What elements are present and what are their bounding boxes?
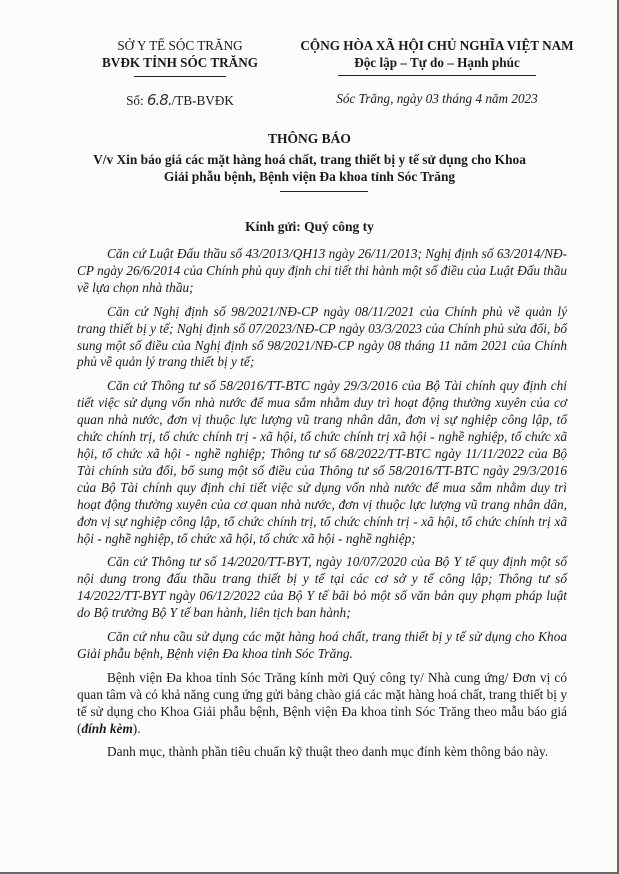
doc-number-suffix: /TB-BVĐK xyxy=(171,93,234,108)
national-header-block xyxy=(281,37,593,76)
place-and-date: Sóc Trăng, ngày 03 tháng 4 năm 2023 xyxy=(336,91,538,106)
legal-basis-paragraph: Căn cứ nhu cầu sử dụng các mặt hàng hoá chất, trang thiết bị y tế sử dụng cho Khoa Giải phẫu bệnh, Bệnh viện Đa khoa tỉnh Sóc Trăng. xyxy=(77,629,567,661)
document-body xyxy=(77,246,567,768)
legal-basis-paragraph: Căn cứ Luật Đấu thầu số 43/2013/QH13 ngày 26/11/2013; Nghị định số 63/2014/NĐ-CP ngày 26/6/2014 của Chính phủ quy định chi tiết thi hành một số điều của Luật Đấu thầu về lựa chọn nhà thầu; xyxy=(77,246,567,295)
document-number xyxy=(95,91,265,109)
recipient-line: Kính gửi: Quý công ty xyxy=(245,219,374,234)
document-heading: THÔNG BÁO xyxy=(268,131,351,146)
legal-basis-paragraph: Căn cứ Nghị định số 98/2021/NĐ-CP ngày 08/11/2021 của Chính phủ về quản lý trang thiết bị y tế; Nghị định số 07/2023/NĐ-CP ngày 03/3/2023 của Chính phủ sửa đổi, bổ sung một số điều của Nghị định số 98/2021/NĐ-CP ngày 08 tháng 11 năm 2021 của Chính phủ về quản lý trang thiết bị y tế; xyxy=(77,303,567,370)
invitation-text: Bệnh viện Đa khoa tỉnh Sóc Trăng kính mời Quý công ty/ Nhà cung ứng/ Đơn vị có quan tâm và có khả năng cung ứng gửi bảng chào giá các mặt hàng hoá chất, trang thiết bị y tế sử dụng cho Khoa Giải phẫu bệnh, Bệnh viện Đa khoa tỉnh Sóc Trăng theo mẫu báo giá ( xyxy=(77,669,567,736)
issuing-agency-block xyxy=(95,37,265,77)
country-name: CỘNG HÒA XÃ HỘI CHỦ NGHĨA VIỆT NAM xyxy=(300,38,574,53)
subject-line-1: V/v Xin báo giá các mặt hàng hoá chất, trang thiết bị y tế sử dụng cho Khoa xyxy=(93,152,526,167)
national-motto: Độc lập – Tự do – Hạnh phúc xyxy=(354,55,520,70)
parent-agency: SỞ Y TẾ SÓC TRĂNG xyxy=(117,38,243,53)
invitation-paragraph xyxy=(77,670,567,738)
issuing-unit: BVĐK TỈNH SÓC TRĂNG xyxy=(102,55,258,70)
subject-line-2: Giải phẫu bệnh, Bệnh viện Đa khoa tỉnh Sóc Trăng xyxy=(163,169,456,184)
motto-underline xyxy=(338,75,536,76)
doc-number-handwritten: 6.8. xyxy=(146,91,172,109)
invitation-end: ). xyxy=(132,720,141,736)
document-subject xyxy=(0,151,619,185)
closing-paragraph: Danh mục, thành phần tiêu chuẩn kỹ thuật theo danh mục đính kèm thông báo này. xyxy=(107,744,549,760)
legal-basis-paragraph: Căn cứ Thông tư số 14/2020/TT-BYT, ngày 10/07/2020 của Bộ Y tế quy định một số nội dung trong đấu thầu trang thiết bị y tế tại các cơ sở y tế công lập; Thông tư số 14/2022/TT-BYT ngày 06/12/2022 của Bộ Y tế bãi bỏ một số văn bản quy phạm pháp luật do Bộ trưởng Bộ Y tế ban hành, liên tịch ban hành; xyxy=(77,554,567,621)
subject-underline xyxy=(280,191,368,192)
attachment-emphasis: đính kèm xyxy=(81,720,133,736)
agency-underline xyxy=(134,76,226,77)
doc-number-prefix: Số: xyxy=(126,93,147,108)
legal-basis-paragraph: Căn cứ Thông tư số 58/2016/TT-BTC ngày 29/3/2016 của Bộ Tài chính quy định chi tiết việc sử dụng vốn nhà nước để mua sắm nhằm duy trì hoạt động thường xuyên của cơ quan nhà nước, đơn vị thuộc lực lượng vũ trang nhân dân, đơn vị sự nghiệp công lập, tổ chức chính trị, tổ chức chính trị - xã hội, tổ chức chính trị xã hội - nghề nghiệp, tổ chức xã hội, tổ chức xã hội - nghề nghiệp; Thông tư số 68/2022/TT-BTC ngày 11/11/2022 của Bộ Tài chính sửa đổi, bổ sung một số điều của Thông tư số 58/2016/TT-BTC ngày 29/3/2016 của Bộ Tài chính quy định chi tiết việc sử dụng vốn nhà nước để mua sắm nhằm duy trì hoạt động thường xuyên của cơ quan nhà nước, đơn vị thuộc lực lượng vũ trang nhân dân, đơn vị sự nghiệp công lập, tổ chức chính trị, tổ chức chính trị - xã hội, tổ chức chính trị xã hội - nghề nghiệp, tổ chức xã hội, tổ chức xã hội - nghề nghiệp; xyxy=(77,378,567,546)
